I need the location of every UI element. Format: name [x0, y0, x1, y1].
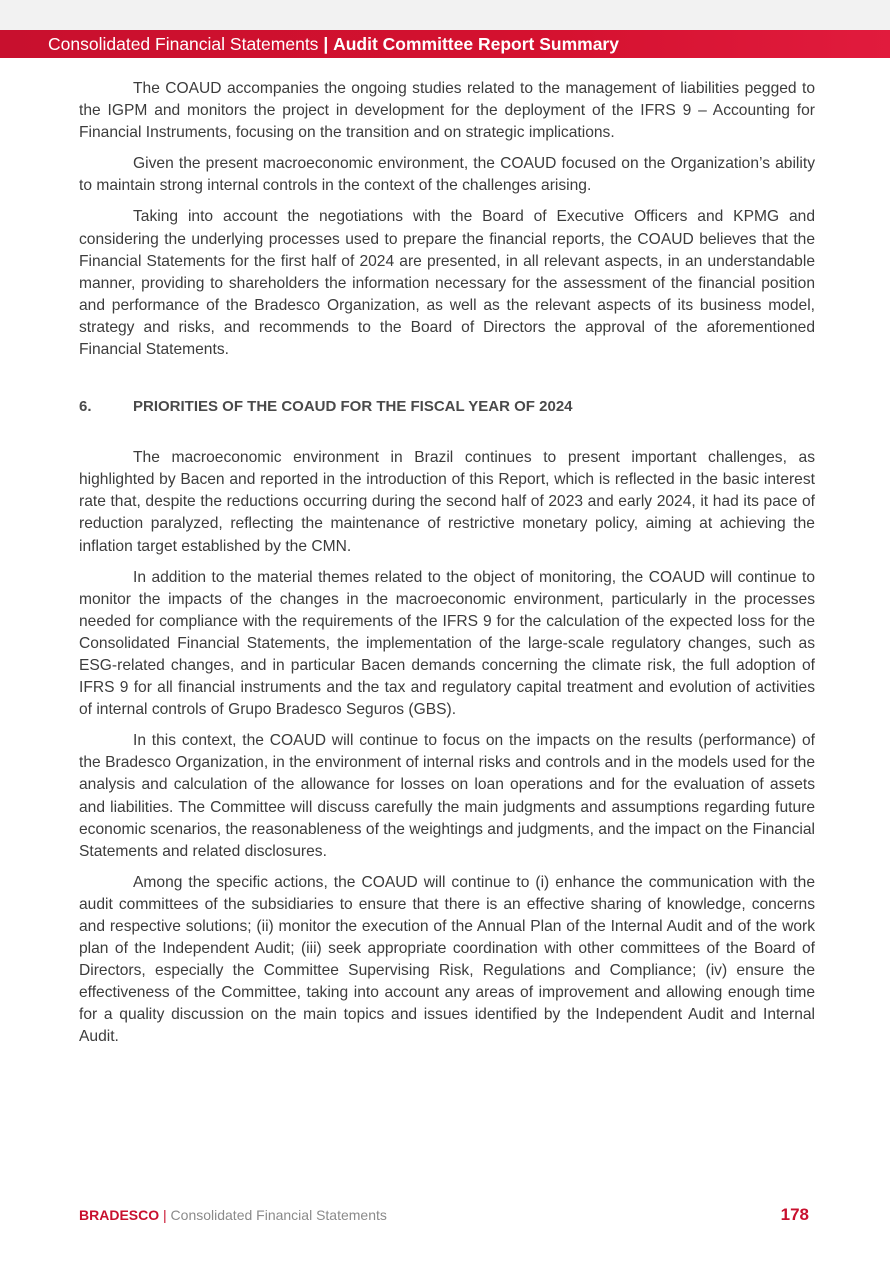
- header-section-title: Consolidated Financial Statements: [48, 34, 319, 54]
- page-header: [0, 30, 890, 58]
- section-heading: [79, 396, 815, 418]
- section-number: 6.: [79, 398, 92, 416]
- paragraph: In addition to the material themes related to the object of monitoring, the COAUD will continue to monitor the impacts of the changes in the macroeconomic environment, particularly in the processes needed for compliance with the requirements of the IFRS 9 for the calculation of the expected loss for the Consolidated Financial Statements, the implementation of the large-scale regulatory changes, such as ESG-related changes, and in particular Bacen demands concerning the climate risk, the full adoption of IFRS 9 for all financial instruments and the tax and regulatory capital treatment and evolution of activities of internal controls of Grupo Bradesco Seguros (GBS).: [79, 568, 815, 719]
- paragraph: Taking into account the negotiations with the Board of Executive Officers and KPMG and considering the underlying processes used to prepare the financial reports, the COAUD believes that the Financial Statements for the first half of 2024 are presented, in all relevant aspects, in an understandable manner, providing to shareholders the information necessary for the assessment of the financial position and performance of the Bradesco Organization, as well as the relevant aspects of its business model, strategy and risks, and recommends to the Board of Directors the approval of the aforementioned Financial Statements.: [79, 208, 815, 359]
- page-footer: [79, 1203, 809, 1227]
- paragraph: In this context, the COAUD will continue to focus on the impacts on the results (performance) of the Bradesco Organization, in the environment of internal risks and controls and in the models used for the analysis and calculation of the allowance for losses on loan operations and for the evaluation of assets and liabilities. The Committee will discuss carefully the main judgments and assumptions regarding future economic scenarios, the reasonableness of the weightings and judgments, and the impact on the Financial Statements and related disclosures.: [79, 732, 815, 860]
- footer-subtitle: Consolidated Financial Statements: [170, 1207, 387, 1223]
- top-margin: [0, 0, 890, 30]
- footer-brand: BRADESCO: [79, 1207, 160, 1223]
- paragraph: The COAUD accompanies the ongoing studies related to the management of liabilities pegged to the IGPM and monitors the project in development for the deployment of the IFRS 9 – Accounting for Financial Instruments, focusing on the transition and on strategic implications.: [79, 80, 815, 142]
- page-number: 178: [780, 1205, 809, 1224]
- header-separator: |: [323, 34, 329, 54]
- section-title: PRIORITIES OF THE COAUD FOR THE FISCAL YEAR OF 2024: [133, 398, 573, 416]
- paragraph: Among the specific actions, the COAUD will continue to (i) enhance the communication with the audit committees of the subsidiaries to ensure that there is an effective sharing of knowledge, concerns and respective solutions; (ii) monitor the execution of the Annual Plan of the Internal Audit and of the work plan of the Independent Audit; (iii) seek appropriate coordination with other committees of the Board of Directors, especially the Committee Supervising Risk, Regulations and Compliance; (iv) ensure the effectiveness of the Committee, taking into account any areas of improvement and allowing enough time for a quality discussion on the main topics and issues identified by the Independent Audit and Internal Audit.: [79, 873, 815, 1046]
- paragraph: Given the present macroeconomic environment, the COAUD focused on the Organization’s ability to maintain strong internal controls in the context of the challenges arising.: [79, 155, 815, 195]
- paragraph: The macroeconomic environment in Brazil continues to present important challenges, as highlighted by Bacen and reported in the introduction of this Report, which is reflected in the basic interest rate that, despite the reductions occurring during the second half of 2023 and early 2024, it had its pace of reduction paralyzed, reflecting the maintenance of restrictive monetary policy, aiming at achieving the inflation target established by the CMN.: [79, 449, 815, 555]
- footer-separator: |: [163, 1207, 167, 1223]
- document-body: [79, 78, 815, 1058]
- header-report-title: Audit Committee Report Summary: [333, 34, 619, 54]
